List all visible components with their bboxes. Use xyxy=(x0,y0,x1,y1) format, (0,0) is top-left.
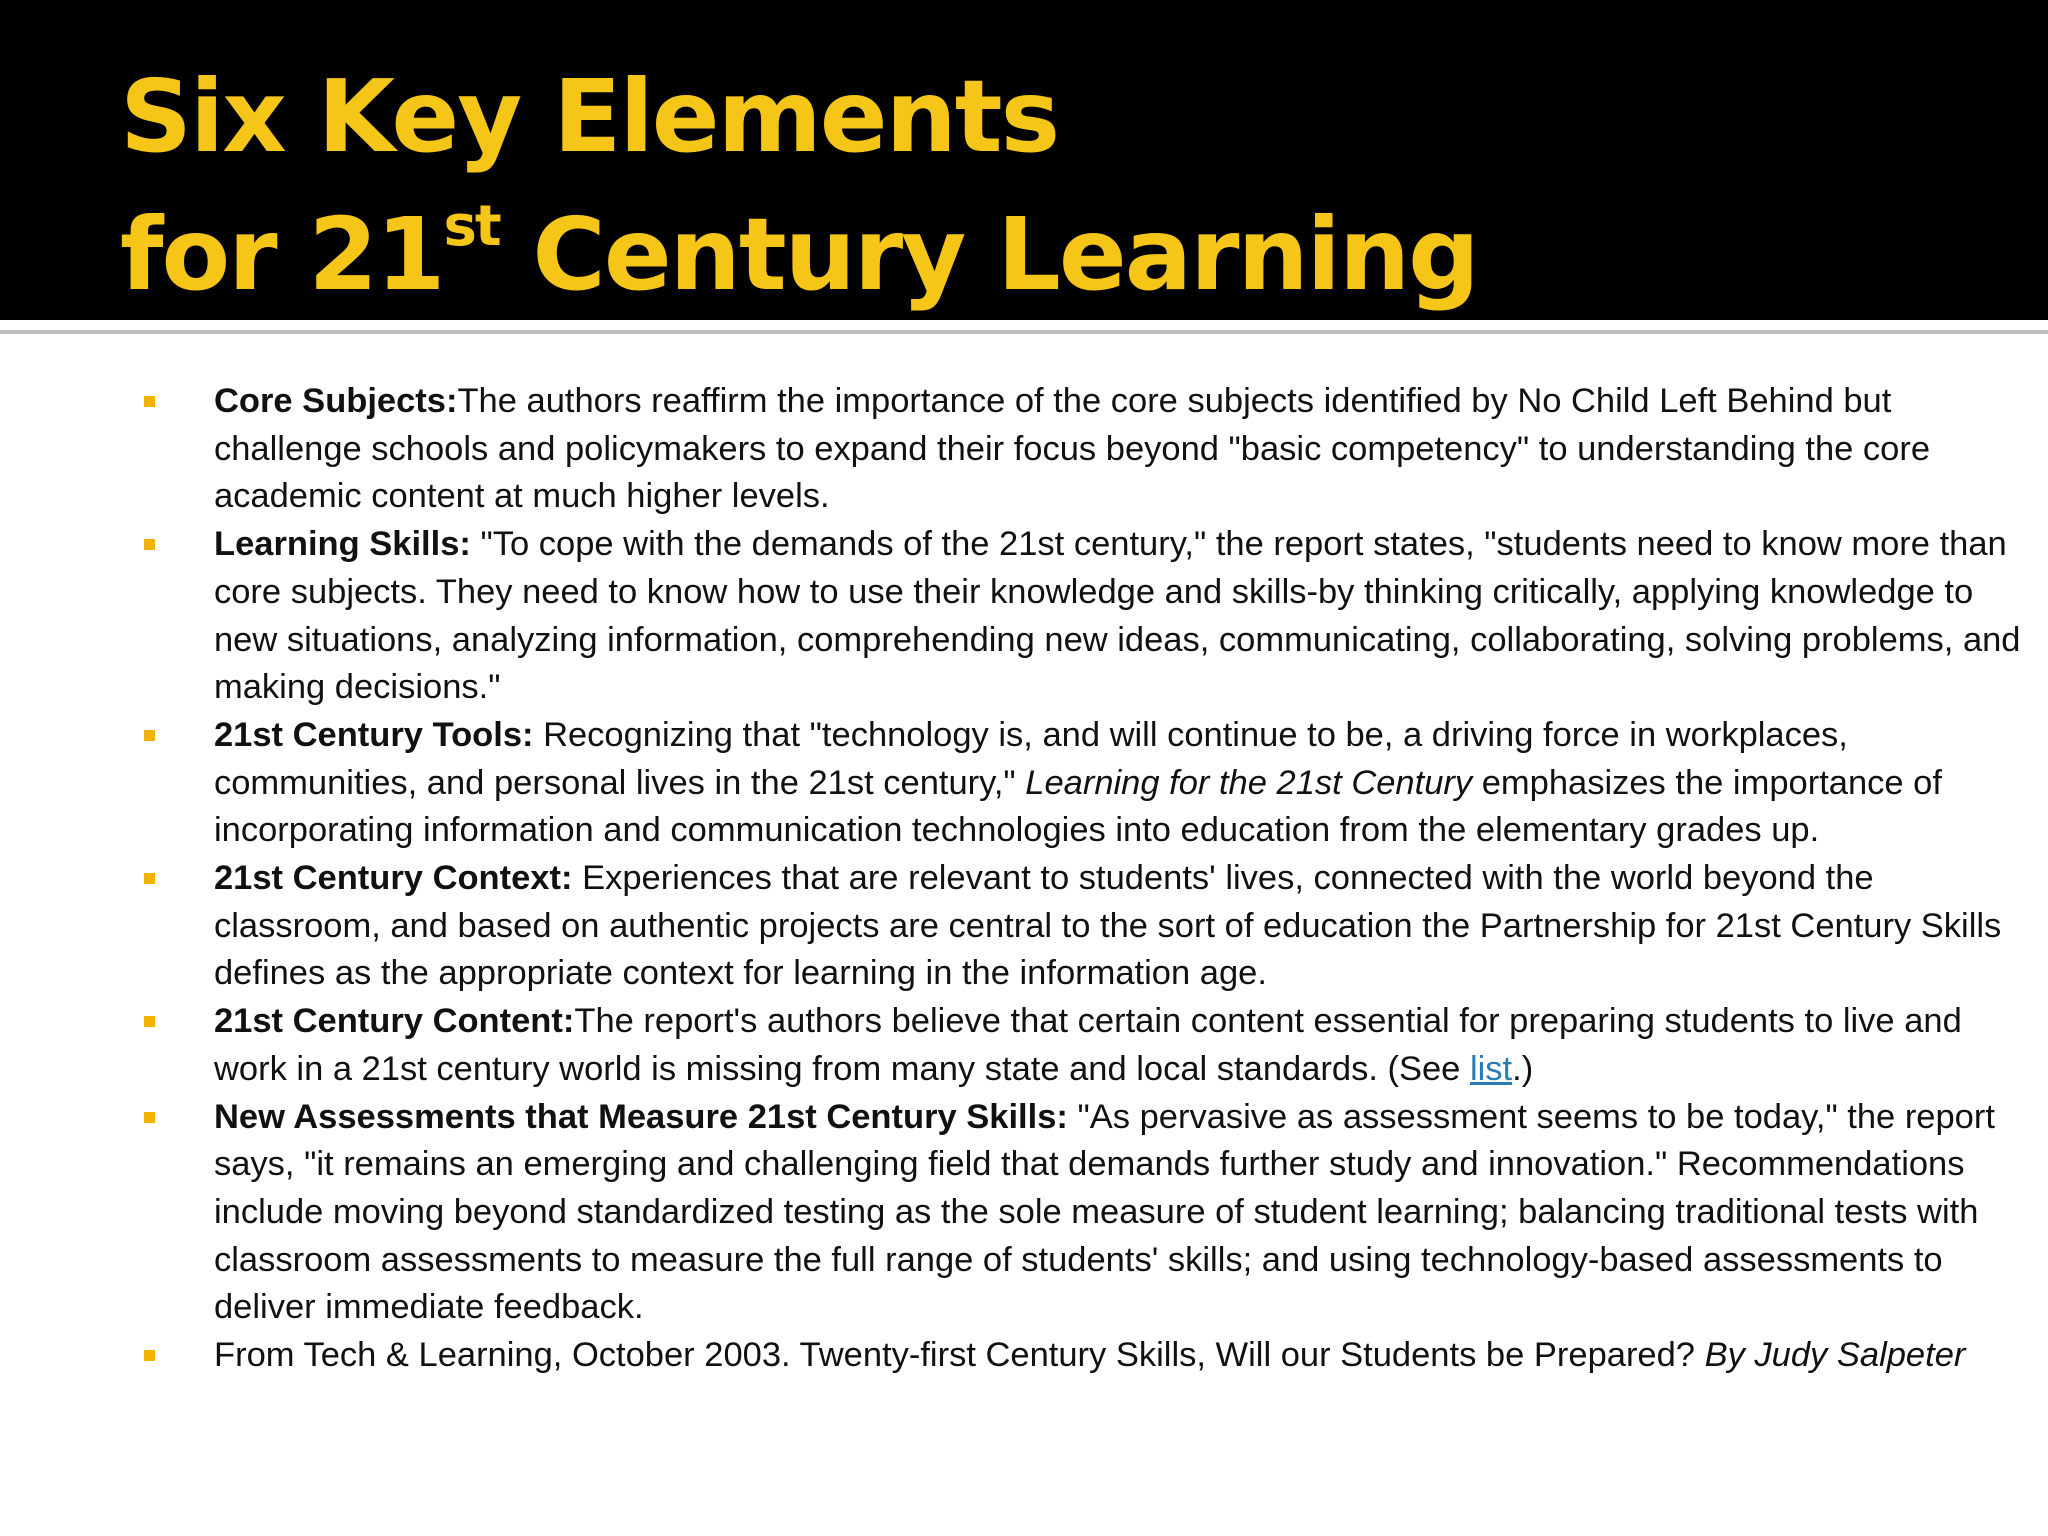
bullet-item-new-assessments xyxy=(140,1094,2040,1333)
bullet-text: The authors reaffirm the importance of the core subjects identified by No Child Left Behind but challenge schools and policymakers to expand their focus beyond "basic competency" to understanding the core academic content at much higher levels. xyxy=(214,382,1931,516)
bullet-text-continued: .) xyxy=(1512,1049,1534,1088)
bullet-text: Recognizing that "technology is, and will continue to be, a driving force in workplaces, communities, and personal lives in the 21st century," xyxy=(214,715,1848,802)
bullet-text: "As pervasive as assessment seems to be today," the report says, "it remains an emerging and challenging field that demands further study and innovation." Recommendations include moving beyond standardized testing as the sole measure of student learning; balancing traditional tests with classroom assessments to measure the full range of students' skills; and using technology-based assessments to deliver immediate feedback. xyxy=(214,1097,1995,1327)
bullet-item-21st-century-tools xyxy=(140,712,2040,855)
slide-title xyxy=(120,48,1478,340)
bullet-text: "To cope with the demands of the 21st century," the report states, "students need to know more than core subjects. They need to know how to use their knowledge and skills-by thinking critically, applying knowledge to new situations, analyzing information, comprehending new ideas, communicating, collaborating, solving problems, and making decisions." xyxy=(214,525,2021,707)
book-title: Learning for the 21st Century xyxy=(1025,763,1473,802)
list-link[interactable]: list xyxy=(1469,1049,1513,1088)
bullet-term: 21st Century Content: xyxy=(214,1002,575,1041)
square-bullet-icon xyxy=(144,873,155,884)
bullet-item-learning-skills xyxy=(140,521,2040,712)
bullet-text-continued: emphasizes the importance of incorporating information and communication technologies into education from the elementary grades up. xyxy=(214,763,1942,850)
title-divider xyxy=(0,330,2048,334)
bullet-item-core-subjects xyxy=(140,378,2040,521)
bullet-text: Experiences that are relevant to students' lives, connected with the world beyond the classroom, and based on authentic projects are central to the sort of education the Partnership for 21st Century Skills defines as the appropriate context for learning in the information age. xyxy=(214,859,2002,993)
square-bullet-icon xyxy=(144,1350,155,1361)
bullet-text: The report's authors believe that certain content essential for preparing students to live and work in a 21st century world is missing from many state and local standards. (See xyxy=(214,1002,1962,1088)
bullet-term: Learning Skills: xyxy=(214,525,471,564)
bullet-item-21st-century-content xyxy=(140,998,2040,1093)
title-superscript: st xyxy=(443,194,500,259)
bullet-item-source-citation xyxy=(140,1332,2040,1380)
bullet-item-21st-century-context xyxy=(140,855,2040,998)
square-bullet-icon xyxy=(144,396,155,407)
title-line-1: Six Key Elements xyxy=(120,58,1059,175)
square-bullet-icon xyxy=(144,1112,155,1123)
square-bullet-icon xyxy=(144,730,155,741)
title-line-2-post: Century Learning xyxy=(499,196,1478,313)
citation-text: From Tech & Learning, October 2003. Twenty-first Century Skills, Will our Students be Prepared? xyxy=(214,1336,1705,1375)
title-line-2-pre: for 21 xyxy=(120,196,444,313)
bullet-term: New Assessments that Measure 21st Century Skills: xyxy=(214,1097,1068,1136)
bullet-term: Core Subjects: xyxy=(214,382,458,420)
square-bullet-icon xyxy=(144,1016,155,1027)
title-band xyxy=(0,0,2048,320)
bullet-term: 21st Century Context: xyxy=(214,859,573,898)
citation-author: By Judy Salpeter xyxy=(1704,1336,1966,1375)
bullet-list xyxy=(140,378,2040,1380)
bullet-term: 21st Century Tools: xyxy=(214,715,534,754)
square-bullet-icon xyxy=(144,539,155,550)
